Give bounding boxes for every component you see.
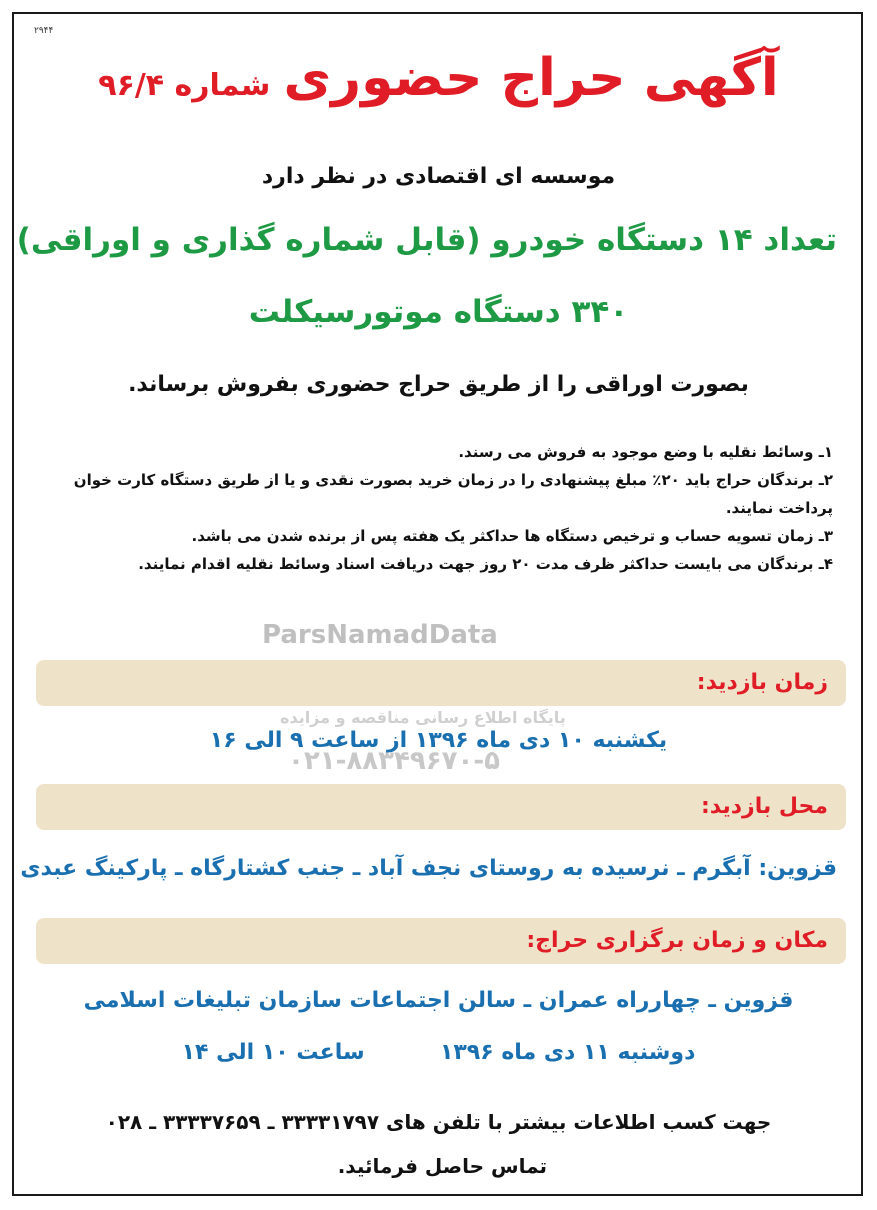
watermark-phone: ۰۲۱-۸۸۳۴۹۶۷۰-۵ <box>288 746 501 776</box>
conditions-list <box>40 438 833 578</box>
visit-place-label: محل بازدید: <box>700 794 828 819</box>
visit-time-value: یکشنبه ۱۰ دی ماه ۱۳۹۶ از ساعت ۹ الی ۱۶ <box>209 728 668 753</box>
condition-item: ۳ـ زمان تسویه حساب و ترخیص دستگاه ها حداکثر یک هفته پس از برنده شدن می باشد. <box>191 527 833 545</box>
auction-label: مکان و زمان برگزاری حراج: <box>526 928 828 953</box>
motorcycles-line: ۳۴۰ دستگاه موتورسیکلت <box>248 294 629 330</box>
watermark-brand: ParsNamadData <box>262 620 498 650</box>
notice-panel <box>18 22 857 1190</box>
watermark-line2: پایگاه اطلاع رسانی مناقصه و مزایده <box>280 708 566 727</box>
notice-title: آگهی حراج حضوری <box>283 48 779 108</box>
cars-line: تعداد ۱۴ دستگاه خودرو (قابل شماره گذاری و اوراقی) <box>16 222 837 258</box>
notice-code: ۲۹۴۴ <box>34 26 54 36</box>
intro-text: موسسه ای اقتصادی در نظر دارد <box>261 164 616 189</box>
footer-closing: تماس حاصل فرمائید. <box>337 1154 547 1178</box>
auction-time: ساعت ۱۰ الی ۱۴ <box>181 1040 365 1065</box>
condition-item: ۱ـ وسائط نقلیه با وضع موجود به فروش می رسند. <box>458 443 833 461</box>
footer-contact: جهت کسب اطلاعات بیشتر با تلفن های ۳۳۳۳۱۷۹۷ ـ ۳۳۳۳۷۶۵۹ ـ ۰۲۸ <box>105 1110 772 1134</box>
auction-datetime <box>40 1040 837 1065</box>
auction-bar <box>36 918 846 964</box>
visit-time-label: زمان بازدید: <box>696 670 828 695</box>
visit-place-value: قزوین: آبگرم ـ نرسیده به روستای نجف آباد ـ جنب کشتارگاه ـ پارکینگ عبدی <box>20 856 837 881</box>
description-text: بصورت اوراقی را از طریق حراج حضوری بفروش برساند. <box>128 372 749 397</box>
condition-item: ۲ـ برندگان حراج باید ۲۰٪ مبلغ پیشنهادی را در زمان خرید بصورت نقدی و یا از طریق دستگاه کارت خوان پرداخت نمایند. <box>73 471 833 517</box>
auction-date: دوشنبه ۱۱ دی ماه ۱۳۹۶ <box>439 1040 696 1065</box>
notice-header <box>40 48 837 108</box>
notice-number: شماره ۹۶/۴ <box>98 68 271 103</box>
visit-time-bar <box>36 660 846 706</box>
auction-place: قزوین ـ چهارراه عمران ـ سالن اجتماعات سازمان تبلیغات اسلامی <box>83 988 794 1013</box>
visit-place-bar <box>36 784 846 830</box>
condition-item: ۴ـ برندگان می بایست حداکثر ظرف مدت ۲۰ روز جهت دریافت اسناد وسائط نقلیه اقدام نمایند. <box>138 555 833 573</box>
